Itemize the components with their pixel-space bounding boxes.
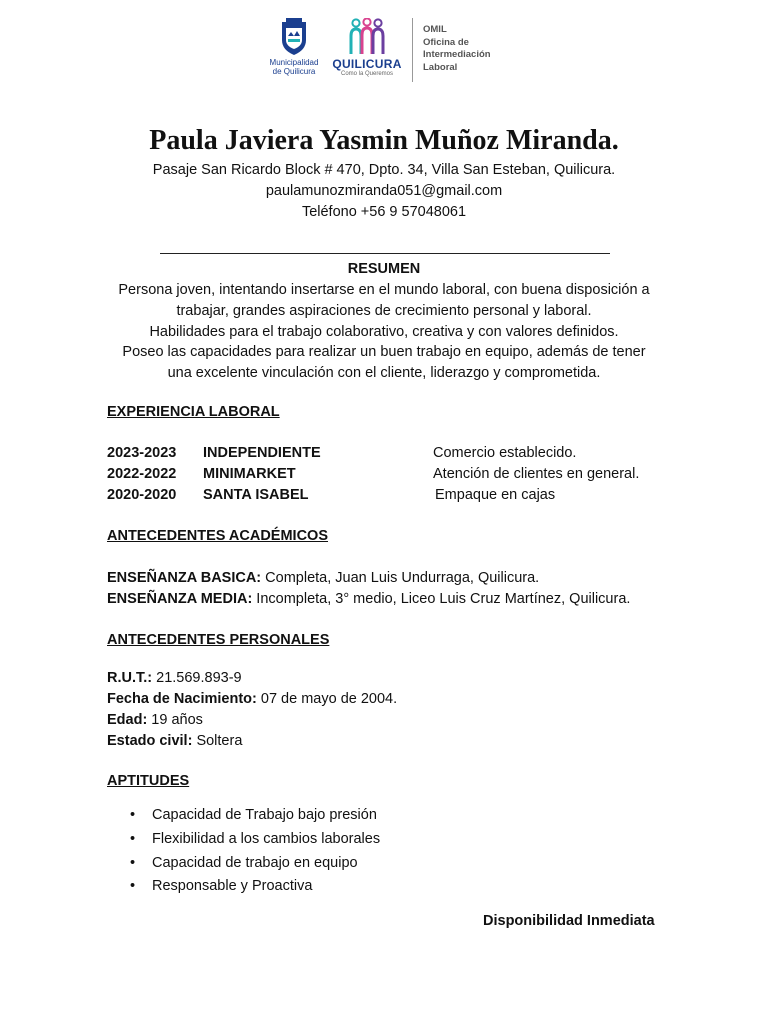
contact-block: [0, 160, 768, 223]
bullet-icon: •: [130, 830, 136, 847]
omil-label: [423, 24, 491, 74]
phone: Teléfono +56 9 57048061: [301, 204, 467, 220]
personal-label: Edad:: [107, 712, 148, 728]
municipality-text-1: Municipalidad: [269, 58, 319, 67]
aptitude-text: Flexibilidad a los cambios laborales: [152, 830, 381, 847]
aptitude-text: Capacidad de trabajo en equipo: [152, 854, 358, 871]
candidate-name: Paula Javiera Yasmin Muñoz Miranda.: [149, 125, 619, 156]
academicos-title: ANTECEDENTES ACADÉMICOS: [107, 528, 329, 544]
municipality-text-2: de Quilicura: [272, 67, 316, 76]
personal-label: Fecha de Nacimiento:: [107, 691, 257, 707]
bullet-icon: •: [130, 807, 136, 823]
personal-value: Soltera: [192, 733, 243, 749]
resumen-title: RESUMEN: [347, 261, 421, 277]
people-icon: [347, 18, 387, 56]
aptitude-text: Responsable y Proactiva: [152, 878, 313, 895]
omil-line: Laboral: [423, 61, 458, 73]
quilicura-logo: [330, 18, 404, 78]
shield-icon: [280, 18, 308, 56]
personal-value: 07 de mayo de 2004.: [256, 691, 398, 707]
job-description: Atención de clientes en general.: [433, 466, 640, 482]
personal-row: [107, 731, 242, 751]
personal-label: Estado civil:: [107, 733, 193, 749]
address: Pasaje San Ricardo Block # 470, Dpto. 34, Villa San Esteban, Quilicura.: [152, 162, 616, 178]
academic-value: Incompleta, 3° medio, Liceo Luis Cruz Martínez, Quilicura.: [252, 591, 631, 607]
personal-value: 21.569.893-9: [152, 670, 242, 686]
resumen-line: Poseo las capacidades para realizar un buen trabajo en equipo, además de tener: [122, 344, 646, 361]
personal-row: [107, 689, 397, 709]
list-item: [107, 804, 380, 828]
personal-label: R.U.T.:: [107, 670, 153, 686]
section-rule: [160, 253, 610, 254]
list-item: [107, 828, 380, 852]
academic-label: ENSEÑANZA MEDIA:: [107, 591, 253, 607]
job-years: 2022-2022: [107, 466, 177, 482]
email: paulamunozmiranda051@gmail.com: [265, 183, 503, 199]
job-description: Empaque en cajas: [435, 487, 556, 503]
omil-line: OMIL: [423, 24, 447, 35]
municipality-logo: [266, 18, 322, 76]
academic-value: Completa, Juan Luis Undurraga, Quilicura.: [261, 570, 540, 586]
omil-line: Oficina de: [423, 36, 469, 48]
academic-row: [107, 589, 630, 609]
brand-name: QUILICURA: [332, 57, 402, 71]
job-years: 2023-2023: [107, 445, 177, 461]
resumen-line: una excelente vinculación con el cliente, liderazgo y comprometida.: [167, 365, 601, 382]
header-divider: [412, 18, 413, 82]
personal-row: [107, 668, 242, 688]
letterhead: [0, 14, 768, 86]
experiencia-title: EXPERIENCIA LABORAL: [107, 404, 280, 420]
personal-value: 19 años: [147, 712, 203, 728]
job-company: MINIMARKET: [203, 466, 296, 482]
personales-title: ANTECEDENTES PERSONALES: [107, 632, 330, 648]
resumen-line: Habilidades para el trabajo colaborativo, creativa y con valores definidos.: [149, 323, 619, 340]
academic-label: ENSEÑANZA BASICA:: [107, 570, 262, 586]
aptitudes-title: APTITUDES: [107, 773, 190, 789]
academic-row: [107, 568, 539, 588]
job-description: Comercio establecido.: [433, 445, 577, 461]
list-item: [107, 875, 380, 899]
job-company: SANTA ISABEL: [203, 487, 309, 503]
job-company: INDEPENDIENTE: [203, 445, 321, 461]
omil-line: Intermediación: [423, 49, 491, 60]
bullet-icon: •: [130, 854, 136, 871]
availability: Disponibilidad Inmediata: [483, 913, 655, 929]
aptitudes-list: [107, 804, 380, 899]
personal-row: [107, 710, 203, 730]
brand-tagline: Como la Queremos: [340, 71, 394, 77]
job-years: 2020-2020: [107, 487, 177, 503]
list-item: [107, 852, 380, 876]
bullet-icon: •: [130, 878, 136, 895]
resumen-line: Persona joven, intentando insertarse en el mundo laboral, con buena disposición a: [118, 282, 650, 298]
resumen-body: [100, 280, 668, 384]
resumen-line: trabajar, grandes aspiraciones de crecimiento personal y laboral.: [176, 302, 592, 319]
aptitude-text: Capacidad de Trabajo bajo presión: [152, 807, 377, 823]
